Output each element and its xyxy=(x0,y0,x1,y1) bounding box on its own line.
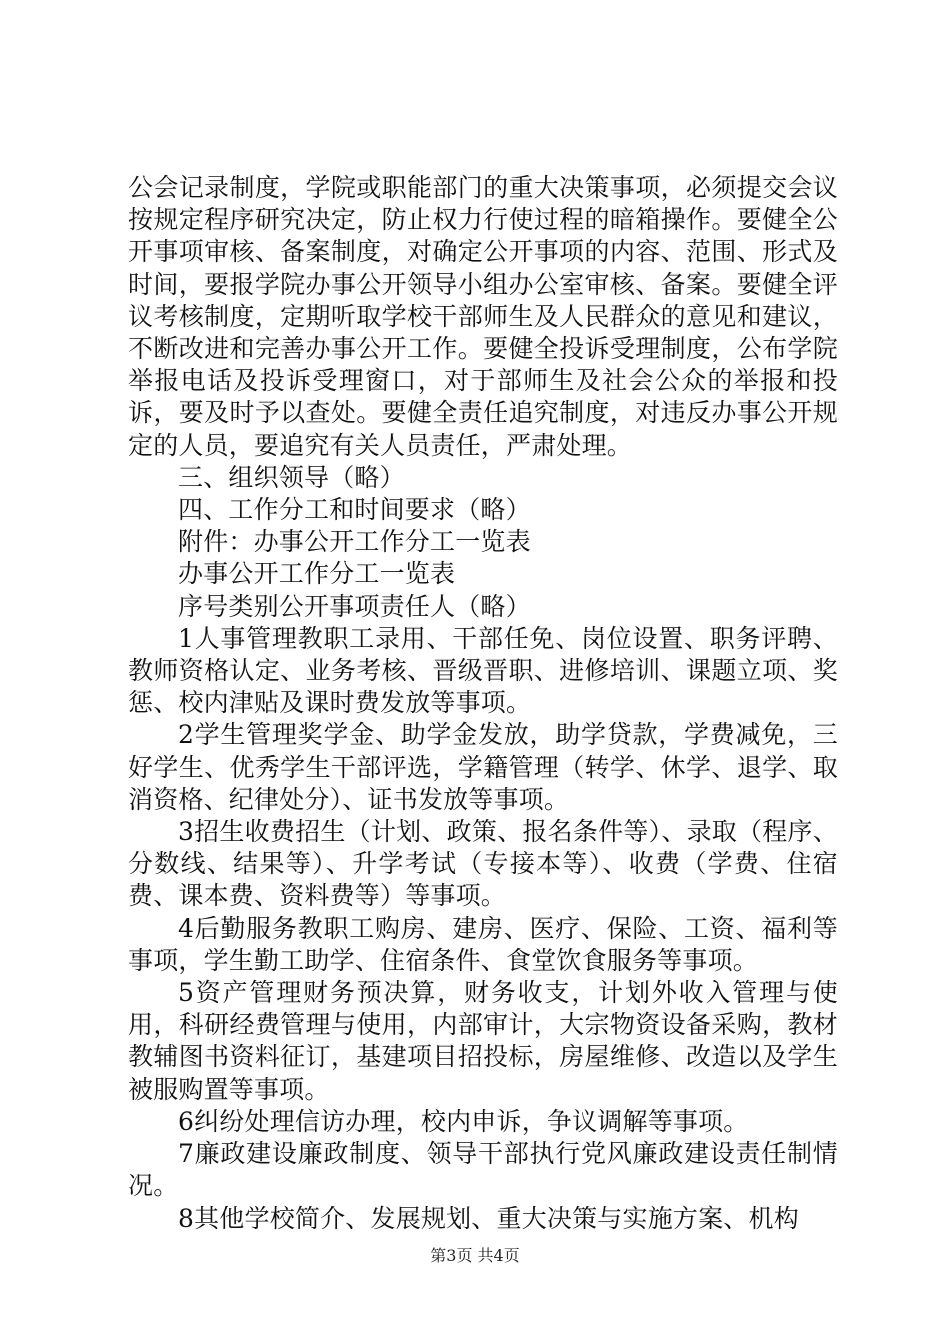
list-item: 4后勤服务教职工购房、建房、医疗、保险、工资、福利等事项，学生勤工助学、住宿条件、食堂饮食服务等事项。 xyxy=(128,913,838,975)
list-item: 7廉政建设廉政制度、领导干部执行党风廉政建设责任制情况。 xyxy=(128,1139,838,1201)
list-item: 5资产管理财务预决算，财务收支，计划外收入管理与使用，科研经费管理与使用，内部审计，大宗物资设备采购，教材教辅图书资料征订，基建项目招投标，房屋维修、改造以及学生被服购置等事项。 xyxy=(128,978,838,1104)
attachment-title: 办事公开工作分工一览表 xyxy=(178,559,456,589)
section-heading-division-of-work: 四、工作分工和时间要求（略） xyxy=(178,495,531,525)
section-heading-organization: 三、组织领导（略） xyxy=(178,462,405,492)
page-number-footer: 第3页 共4页 xyxy=(430,1246,520,1265)
document-body xyxy=(128,172,838,1235)
list-item: 8其他学校简介、发展规划、重大决策与实施方案、机构 xyxy=(178,1203,799,1233)
list-item: 2学生管理奖学金、助学金发放，助学贷款，学费减免，三好学生、优秀学生干部评选，学籍管理（转学、休学、退学、取消资格、纪律处分）、证书发放等事项。 xyxy=(128,720,838,814)
list-item: 3招生收费招生（计划、政策、报名条件等）、录取（程序、分数线、结果等）、升学考试（专接本等）、收费（学费、住宿费、课本费、资料费等）等事项。 xyxy=(128,817,838,911)
attachment-label: 附件：办事公开工作分工一览表 xyxy=(178,527,531,557)
list-item: 1人事管理教职工录用、干部任免、岗位设置、职务评聘、教师资格认定、业务考核、晋级晋职、进修培训、课题立项、奖惩、校内津贴及课时费发放等事项。 xyxy=(128,623,838,718)
table-header-line: 序号类别公开事项责任人（略） xyxy=(178,591,531,621)
list-item: 6纠纷处理信访办理，校内申诉，争议调解等事项。 xyxy=(178,1106,749,1136)
paragraph-continuation: 公会记录制度，学院或职能部门的重大决策事项，必须提交会议按规定程序研究决定，防止权力行使过程的暗箱操作。要健全公开事项审核、备案制度，对确定公开事项的内容、范围、形式及时间，要报学院办事公开领导小组办公室审核、备案。要健全评议考核制度，定期听取学校干部师生及人民群众的意见和建议，不断改进和完善办事公开工作。要健全投诉受理制度，公布学院举报电话及投诉受理窗口，对于部师生及社会公众的举报和投诉，要及时予以查处。要健全责任追究制度，对违反办事公开规定的人员，要追究有关人员责任，严肃处理。 xyxy=(128,173,838,460)
